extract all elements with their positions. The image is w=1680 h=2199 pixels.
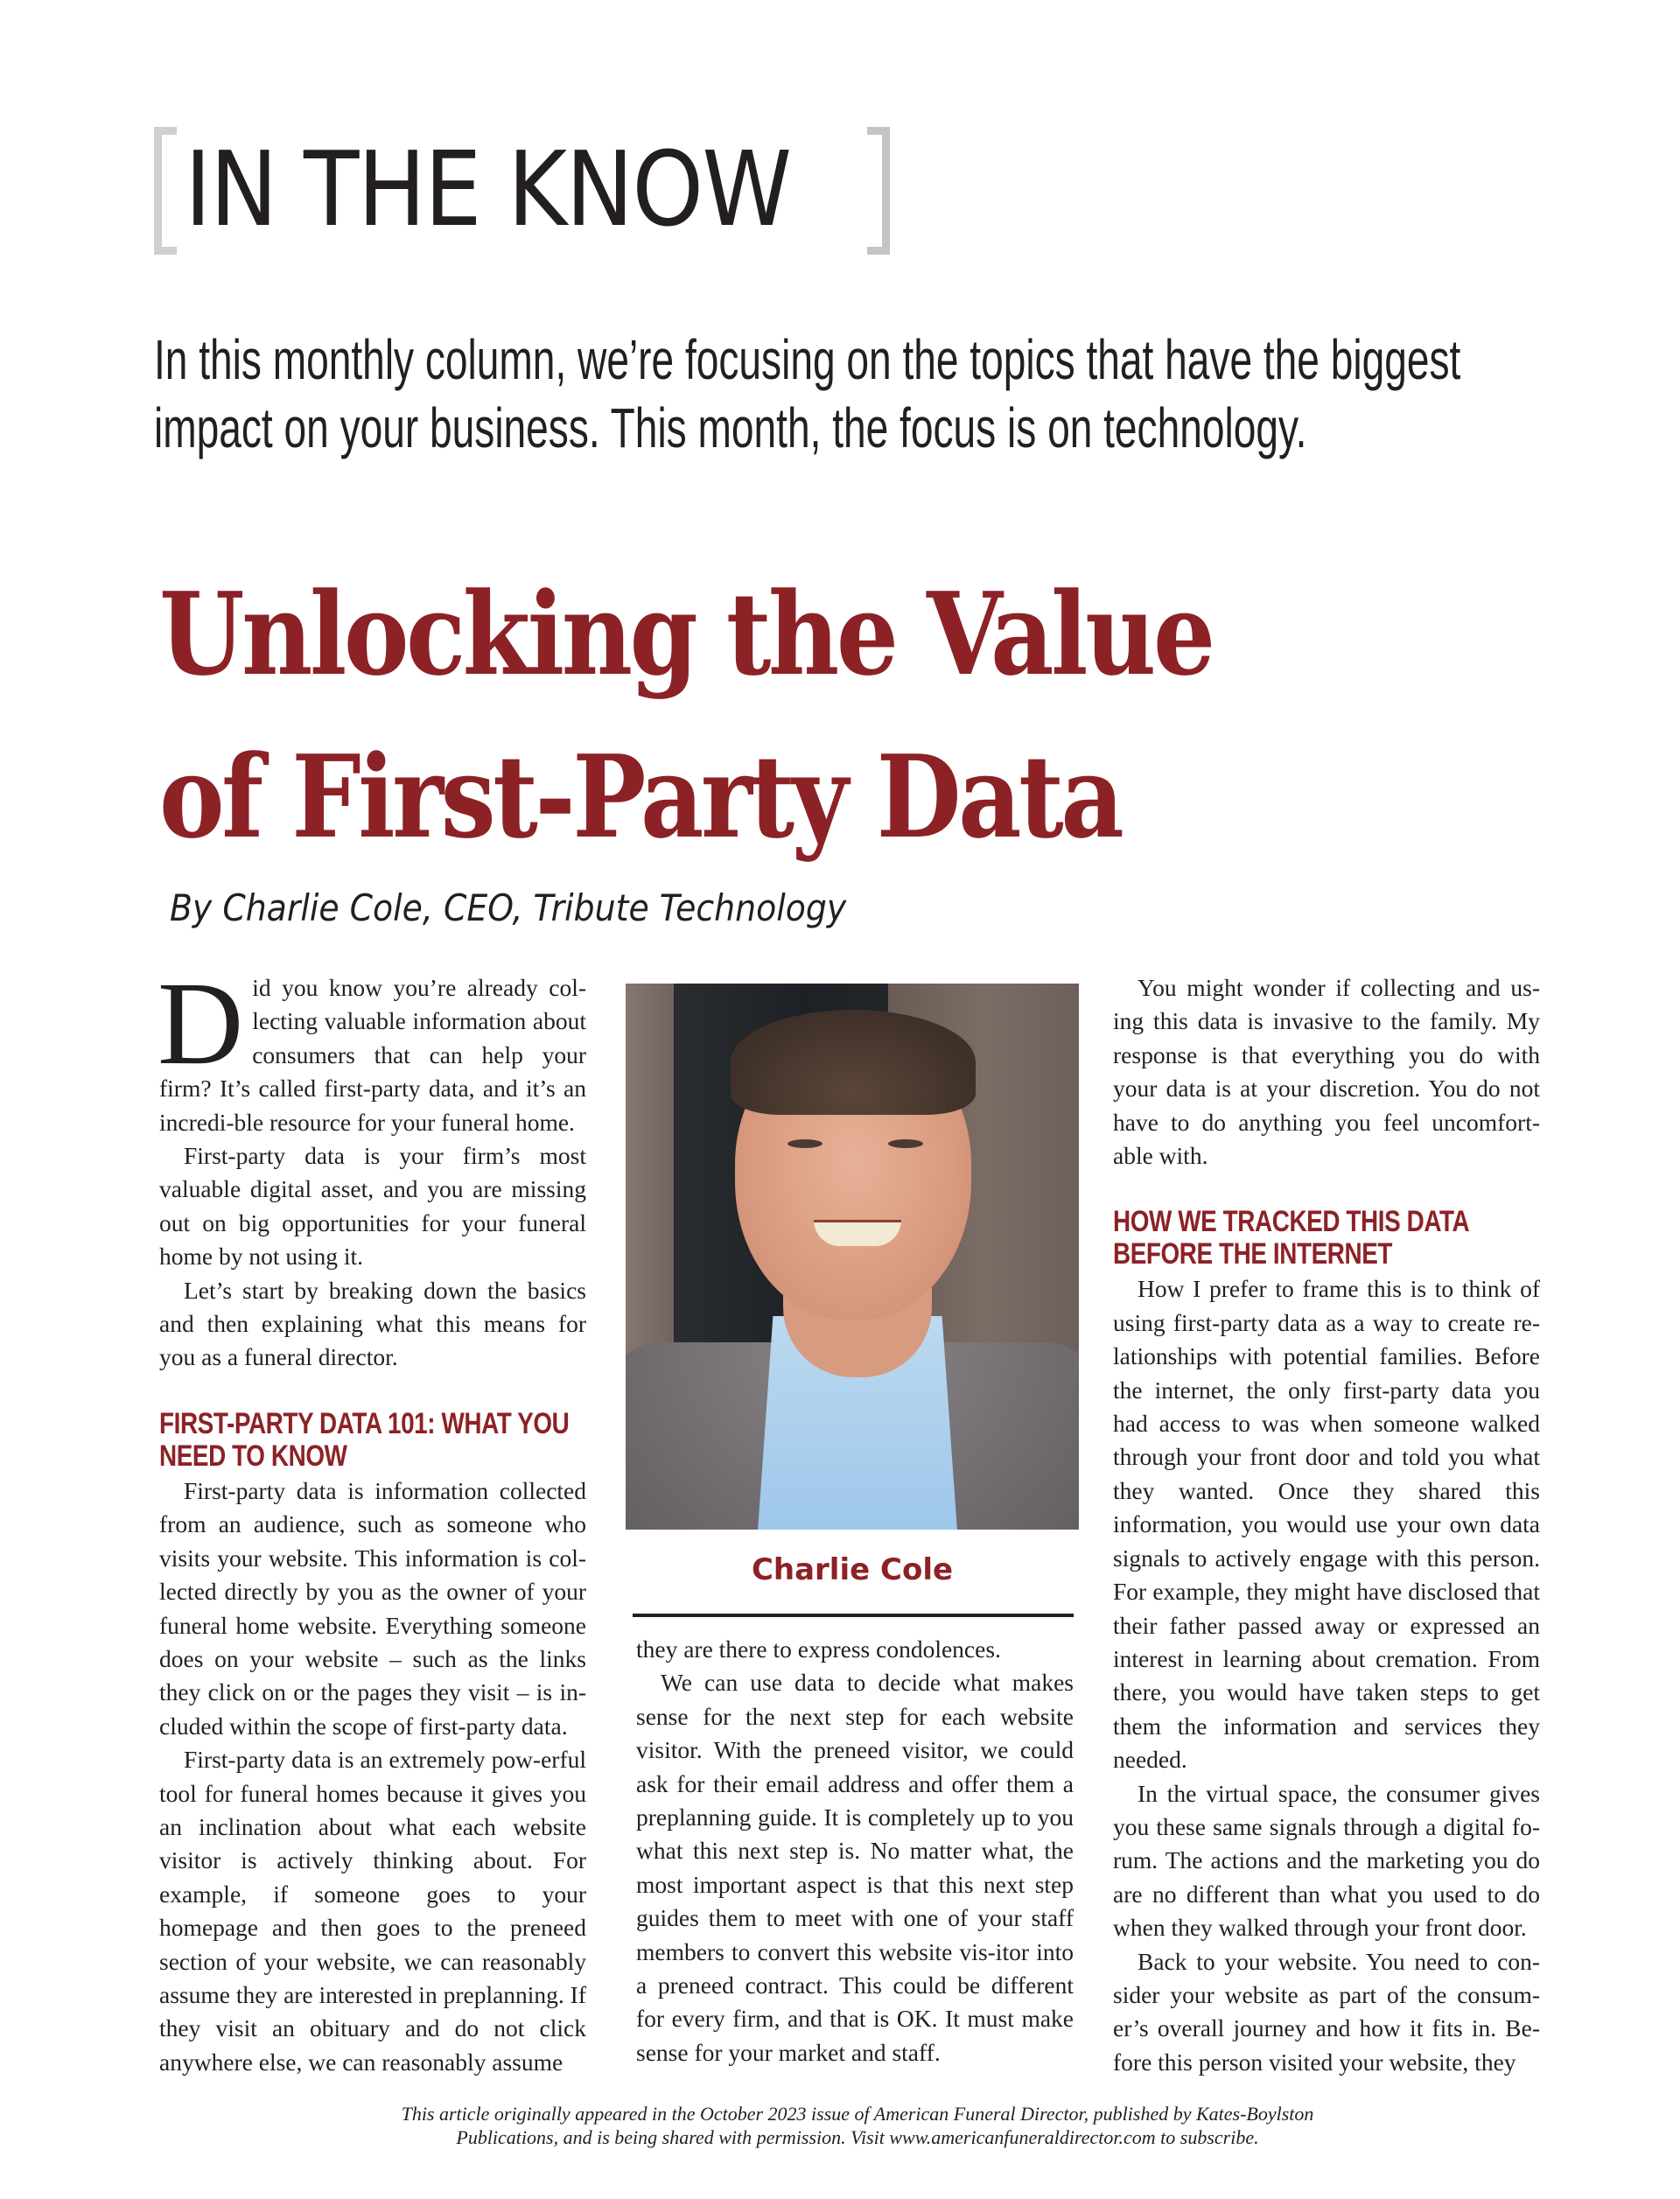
- intro-line-1: In this monthly column, we’re focusing on the topics that have the biggest: [154, 328, 1461, 391]
- right-bracket-icon: [867, 127, 890, 255]
- article-column-3: [1113, 971, 1540, 2079]
- byline: By Charlie Cole, CEO, Tribute Technology: [170, 886, 847, 929]
- author-photo: [626, 984, 1079, 1530]
- paragraph: First-party data is information collected from an audience, such as someone who visits your website. This information is col-lected directly by you as the owner of your funeral home website. Everything someone does on your website – such as the links they click on or the pages they visit – is in-cluded within the scope of first-party data.: [159, 1476, 586, 1740]
- paragraph: [158, 958, 586, 1139]
- paragraph: You might wonder if collecting and us-ing this data is invasive to the family. My response is that everything you do with your data is at your discretion. You do not have to do anything you feel uncomfort-able with.: [1113, 974, 1540, 1170]
- paragraph: Let’s start by breaking down the basics and then explaining what this means for you as a funeral director.: [159, 1276, 586, 1371]
- article-title: [159, 553, 1213, 879]
- reprint-line-2: Publications, and is being shared with permission. Visit www.americanfuneraldirector.com to subscribe.: [456, 2126, 1259, 2148]
- caption-divider: [633, 1614, 1074, 1617]
- column-kicker: [154, 127, 890, 255]
- intro-line-2: impact on your business. This month, the focus is on technology.: [154, 396, 1307, 459]
- paragraph: they are there to express condolences.: [636, 1635, 1001, 1663]
- intro-deck: [154, 326, 1461, 462]
- photo-smile: [814, 1220, 901, 1246]
- left-bracket-icon: [154, 127, 177, 255]
- section-heading: HOW WE TRACKED THIS DATA BEFORE THE INTERNET: [1113, 1205, 1469, 1271]
- paragraph: How I prefer to frame this is to think of using first-party data as a way to create re-lationships with potential families. Before the internet, the only first-party data you had access to was when someone walked through your front door and told you what they wanted. Once they shared this information, you would use your own data signals to actively engage with this person. For example, they might have disclosed that their father passed away or expressed an interest in learning about cremation. From there, you would have taken steps to get them the information and services they needed.: [1113, 1275, 1540, 1774]
- title-line-1: Unlocking the Value: [159, 567, 1213, 701]
- paragraph-text: id you know you’re already col-lecting valuable information about consumers that can help your firm? It’s called first-party data, and it’s an incredi-ble resource for your funeral home.: [159, 974, 586, 1136]
- photo-eye: [788, 1139, 822, 1148]
- paragraph: We can use data to decide what makes sense for the next step for each website visitor. With the preneed visitor, we could ask for their email address and offer them a preplanning guide. It is completely up to you what this next step is. No matter what, the most important aspect is that this next step guides them to meet with one of your staff members to convert this website vis-itor into a preneed contract. This could be different for every firm, and that is OK. It must make sense for your market and staff.: [636, 1669, 1074, 2066]
- reprint-line-1: This article originally appeared in the October 2023 issue of American Funeral Director, published by Kates-Boylston: [401, 2103, 1314, 2125]
- paragraph: First-party data is your firm’s most valuable digital asset, and you are missing out on big opportunities for your funeral home by not using it.: [159, 1142, 586, 1271]
- article-column-2: [636, 1633, 1074, 2069]
- paragraph: In the virtual space, the consumer gives you these same signals through a digital fo-rum. The actions and the marketing you do are no different than what you used to do when they walked through your front door.: [1113, 1779, 1540, 1942]
- kicker-label: IN THE KNOW: [185, 129, 791, 249]
- paragraph: Back to your website. You need to con-sider your website as part of the consum-er’s overall journey and how it fits in. Be-fore this person visited your website, they: [1113, 1947, 1540, 2076]
- reprint-notice: [332, 2102, 1382, 2149]
- article-column-1: [158, 958, 586, 2079]
- photo-eye: [888, 1139, 923, 1148]
- drop-cap: D: [158, 958, 244, 1089]
- title-line-2: of First-Party Data: [159, 730, 1122, 864]
- photo-hair: [731, 1010, 976, 1115]
- paragraph: First-party data is an extremely pow-erful tool for funeral homes because it gives you an inclination about what each website visitor is actively thinking about. For example, if someone goes to your homepage and then goes to the preneed section of your website, we can reasonably assume they are interested in preplanning. If they visit an obituary and do not click anywhere else, we can reasonably assume: [159, 1746, 586, 2076]
- section-heading: FIRST-PARTY DATA 101: WHAT YOU NEED TO KNOW: [159, 1406, 570, 1473]
- photo-caption: Charlie Cole: [751, 1552, 954, 1587]
